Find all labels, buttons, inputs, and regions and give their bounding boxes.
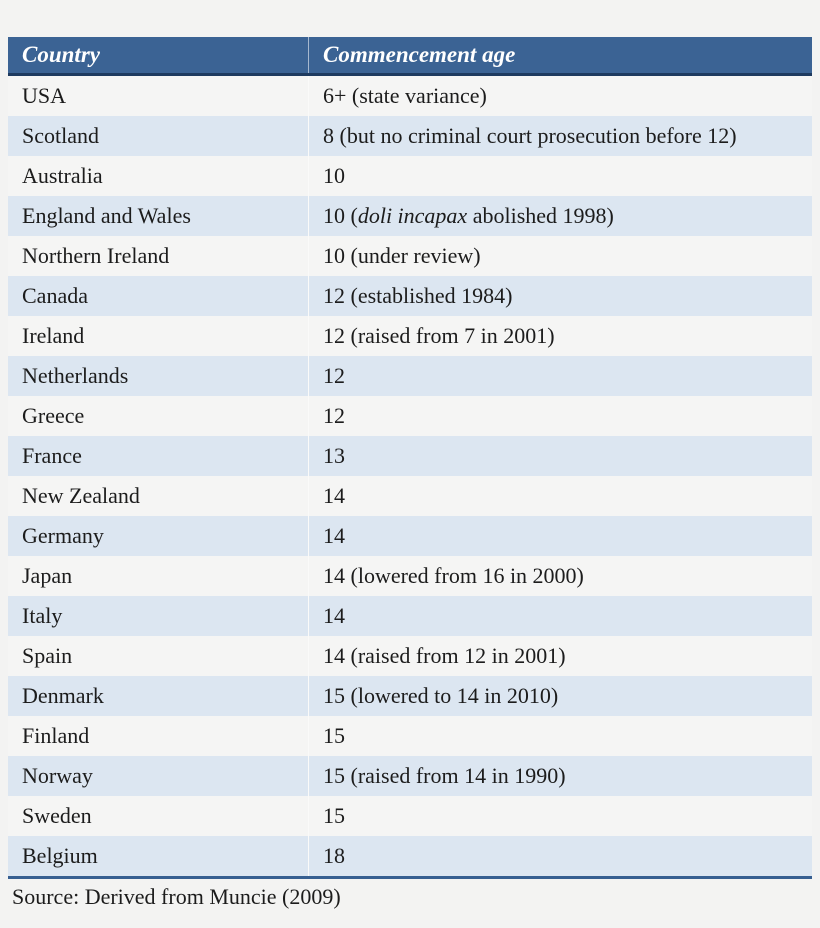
age-cell (309, 116, 813, 156)
column-header-country: Country (8, 37, 309, 75)
country-cell: England and Wales (8, 196, 309, 236)
country-cell: France (8, 436, 309, 476)
age-cell (309, 836, 813, 878)
age-text: 10 ( (323, 203, 358, 228)
age-text: 8 (but no criminal court prosecution before 12) (323, 123, 737, 148)
age-cell (309, 556, 813, 596)
age-text: 13 (323, 443, 345, 468)
age-text: 15 (lowered to 14 in 2010) (323, 683, 559, 708)
age-text: 14 (323, 603, 345, 628)
age-text: 12 (323, 363, 345, 388)
age-text: 15 (323, 723, 345, 748)
age-cell (309, 676, 813, 716)
age-text: 15 (323, 803, 345, 828)
age-cell (309, 596, 813, 636)
country-cell: USA (8, 75, 309, 117)
age-text: 15 (raised from 14 in 1990) (323, 763, 566, 788)
table-row (8, 156, 812, 196)
country-cell: Northern Ireland (8, 236, 309, 276)
country-cell: Scotland (8, 116, 309, 156)
age-text-italic: doli incapax (357, 203, 468, 228)
age-cell (309, 356, 813, 396)
age-text: 12 (raised from 7 in 2001) (323, 323, 555, 348)
country-cell: Canada (8, 276, 309, 316)
table-row (8, 236, 812, 276)
table-row (8, 316, 812, 356)
table-row (8, 396, 812, 436)
country-cell: Italy (8, 596, 309, 636)
table-row (8, 476, 812, 516)
age-cell (309, 636, 813, 676)
commencement-age-table (8, 37, 812, 879)
age-cell (309, 396, 813, 436)
age-cell (309, 236, 813, 276)
table-row (8, 596, 812, 636)
table-row (8, 756, 812, 796)
age-text: 10 (323, 163, 345, 188)
table-row (8, 556, 812, 596)
age-text: 6+ (state variance) (323, 83, 487, 108)
table-row (8, 836, 812, 878)
age-cell (309, 156, 813, 196)
table-body (8, 75, 812, 878)
table-row (8, 356, 812, 396)
table-row (8, 436, 812, 476)
country-cell: Ireland (8, 316, 309, 356)
age-text: 14 (lowered from 16 in 2000) (323, 563, 584, 588)
age-text: 14 (raised from 12 in 2001) (323, 643, 566, 668)
country-cell: Japan (8, 556, 309, 596)
table-row (8, 75, 812, 117)
table-row (8, 196, 812, 236)
table-header (8, 37, 812, 75)
age-text: 18 (323, 843, 345, 868)
table-row (8, 516, 812, 556)
age-cell (309, 796, 813, 836)
country-cell: Denmark (8, 676, 309, 716)
age-cell (309, 716, 813, 756)
age-text: 14 (323, 523, 345, 548)
age-cell (309, 756, 813, 796)
age-cell (309, 436, 813, 476)
age-cell (309, 476, 813, 516)
age-text: 10 (under review) (323, 243, 481, 268)
table-row (8, 276, 812, 316)
country-cell: Netherlands (8, 356, 309, 396)
header-row (8, 37, 812, 75)
age-text: 14 (323, 483, 345, 508)
age-cell (309, 316, 813, 356)
country-cell: Germany (8, 516, 309, 556)
country-cell: Australia (8, 156, 309, 196)
age-cell (309, 75, 813, 117)
table-row (8, 676, 812, 716)
source-note: Source: Derived from Muncie (2009) (12, 884, 341, 909)
age-text-continued: abolished 1998) (467, 203, 614, 228)
age-text: 12 (established 1984) (323, 283, 513, 308)
country-cell: New Zealand (8, 476, 309, 516)
country-cell: Sweden (8, 796, 309, 836)
table-row (8, 116, 812, 156)
country-cell: Spain (8, 636, 309, 676)
country-cell: Norway (8, 756, 309, 796)
age-cell (309, 276, 813, 316)
age-text: 12 (323, 403, 345, 428)
column-header-commencement-age: Commencement age (309, 37, 813, 75)
country-cell: Belgium (8, 836, 309, 878)
age-cell (309, 516, 813, 556)
country-cell: Finland (8, 716, 309, 756)
table-row (8, 796, 812, 836)
age-cell (309, 196, 813, 236)
table-row (8, 716, 812, 756)
table-row (8, 636, 812, 676)
country-cell: Greece (8, 396, 309, 436)
